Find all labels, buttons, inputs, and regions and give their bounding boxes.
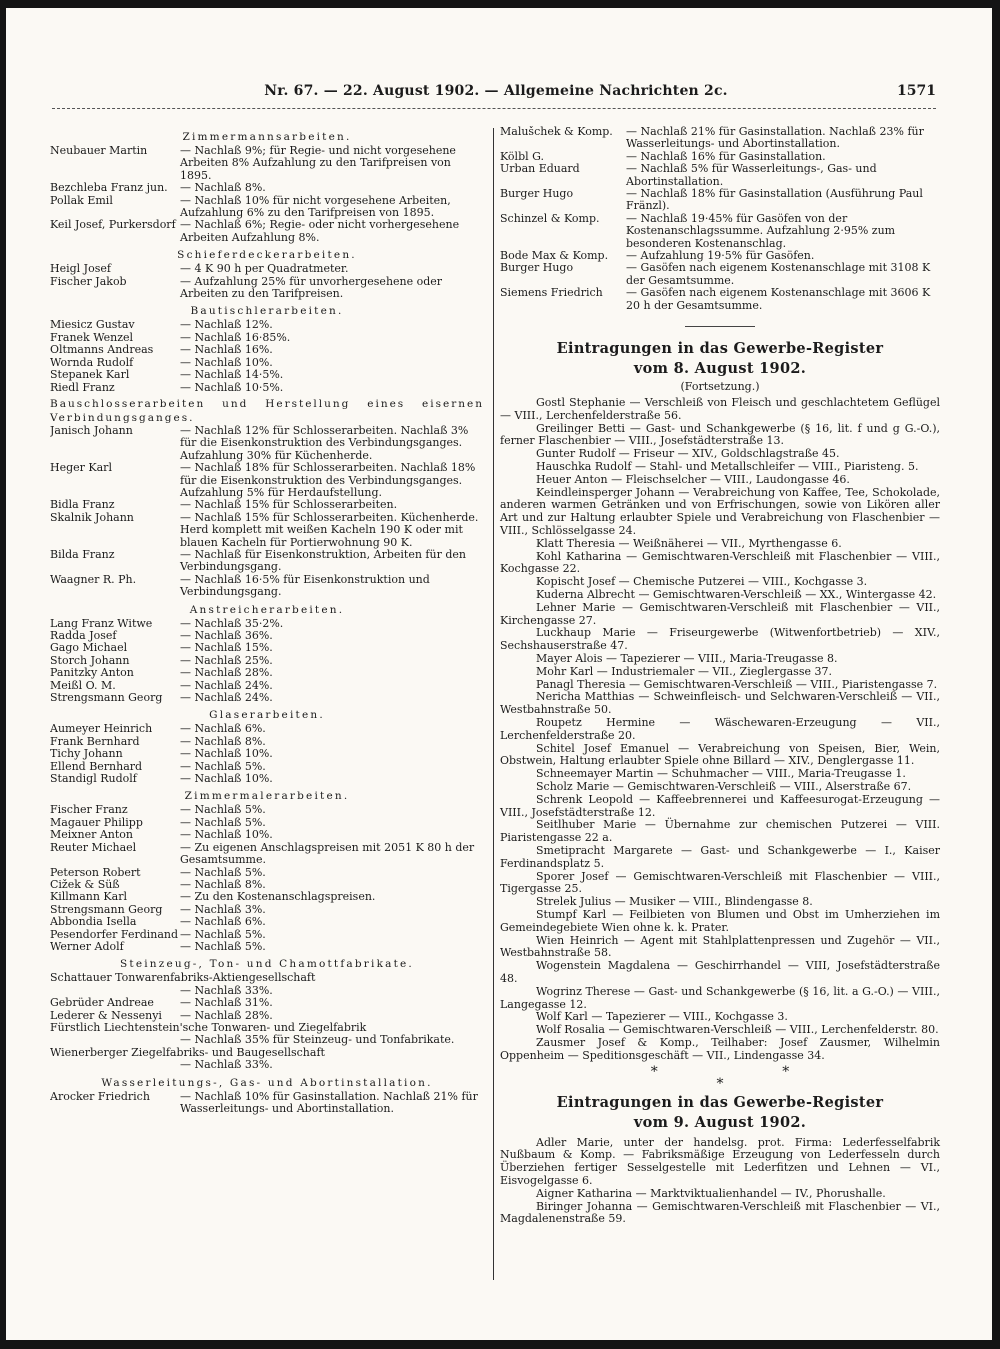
entry-text: — Nachlaß 25%. [180, 653, 273, 667]
entry-text: — Nachlaß 24%. [180, 691, 273, 705]
entry-name: Lederer & Nessenyi [50, 1009, 162, 1022]
entry-name: Siemens Friedrich [500, 287, 603, 300]
entry-text: — Gasöfen nach eigenem Kostenanschlage mit 3606 K 20 h der Gesamtsumme. [626, 286, 931, 312]
newspaper-page [6, 8, 992, 1340]
entry-text: — Nachlaß 10·5%. [180, 380, 284, 394]
entry-name: Strengsmann Georg [50, 692, 163, 705]
entry-text: — Nachlaß 35·2%. [180, 616, 284, 630]
entry-name: Bezchleba Franz jun. [50, 182, 168, 195]
entry-text: — Zu eigenen Anschlagspreisen mit 2051 K 80 h der Gesamtsumme. [180, 840, 475, 867]
entry-text: — Nachlaß 6%; Regie- oder nicht vorhergesehene Arbeiten Aufzahlung 8%. [180, 218, 460, 244]
entry-text: — Nachlaß 28%. [180, 1008, 273, 1022]
entry-name: Meißl O. M. [50, 679, 116, 692]
section-heading: Wasserleitungs-, Gas- und Abortinstallation. [101, 1076, 433, 1089]
entry-name: Stepanek Karl [50, 369, 130, 382]
award-row [50, 276, 484, 301]
entry-text: — Nachlaß 18% für Gasinstallation (Ausführung Paul Fränzl). [626, 187, 923, 213]
register-entry: Mayer Alois — Tapezierer — VIII., Maria-Treugasse 8. [536, 652, 838, 666]
award-row [50, 773, 484, 785]
award-row [50, 748, 484, 760]
entry-text: — Nachlaß 36%. [180, 629, 273, 642]
register-entry: Scholz Marie — Gemischtwaren-Verschleiß — VIII., Alserstraße 67. [536, 780, 912, 793]
entry-name: Abbondia Isella [50, 916, 137, 929]
entry-name: Standigl Rudolf [50, 773, 137, 786]
register-entry: Schneemayer Martin — Schuhmacher — VIII., Maria-Treugasse 1. [536, 767, 906, 781]
award-row [50, 723, 484, 735]
register-entry: Wogrinz Therese — Gast- und Schankgewerbe (§ 16, lit. a G.-O.) — VIII., Langegasse 12. [500, 984, 940, 1011]
award-row [50, 692, 484, 704]
award-row [50, 425, 484, 462]
entry-name: Neubauer Martin [50, 145, 148, 157]
page-header [56, 83, 936, 105]
section [50, 788, 484, 953]
right-award-list [500, 126, 940, 312]
entry-name: Miesicz Gustav [50, 319, 135, 332]
register-entry: Lehner Marie — Gemischtwaren-Verschleiß mit Flaschenbier — VII., Kirchengasse 27. [500, 600, 940, 627]
entry-text: — Nachlaß 33%. [180, 1058, 273, 1072]
register-entry: Seitlhuber Marie — Übernahme zur chemischen Putzerei — VIII. Piaristengasse 22 a. [500, 818, 940, 845]
entry-name: Pesendorfer Ferdinand [50, 928, 179, 941]
entry-name: Gago Michael [50, 642, 128, 655]
register-entry: Klatt Theresia — Weißnäherei — VII., Myrthengasse 6. [536, 536, 842, 550]
section-rows [50, 263, 484, 300]
entry-text: — Nachlaß 6%. [180, 915, 266, 929]
award-row [500, 262, 940, 287]
register-entry: Gunter Rudolf — Friseur — XIV., Goldschlagstraße 45. [536, 447, 840, 461]
section [50, 707, 484, 785]
award-row [50, 867, 484, 879]
entry-text: — Nachlaß 12% für Schlosserarbeiten. Nachlaß 3% für die Eisenkonstruktion des Verbindungsganges. Aufzahlung 30% für Küchenherde. [180, 423, 469, 462]
entry-text: — Nachlaß 5%. [180, 759, 266, 773]
section-heading: Zimmermalerarbeiten. [184, 790, 350, 803]
entry-name: Meixner Anton [50, 829, 133, 842]
register-entry: Wien Heinrich — Agent mit Stahlplattenpressen und Zugehör — VII., Westbahnstraße 58. [500, 933, 940, 960]
register-entry: Wogenstein Magdalena — Geschirrhandel — VIII, Josefstädterstraße 48. [500, 959, 940, 985]
entry-name: Schattauer Tonwarenfabriks-Aktiengesellschaft [50, 971, 316, 985]
award-row [50, 916, 484, 928]
entry-name: Werner Adolf [50, 940, 124, 953]
entry-name: Magauer Philipp [50, 816, 143, 829]
register-entry: Greilinger Betti — Gast- und Schankgewerbe (§ 16, lit. f und g G.-O.), ferner Flaschenbier — VIII., Josefstädterstraße 13. [500, 421, 940, 448]
entry-name: Kölbl G. [500, 150, 545, 163]
entry-text: — Nachlaß 21% für Gasinstallation. Nachlaß 23% für Wasserleitungs- und Abortinstallation. [626, 125, 924, 151]
award-row [50, 804, 484, 816]
entry-text: — Nachlaß 10% für Gasinstallation. Nachlaß 21% für Wasserleitungs- und Abortinstallation. [180, 1089, 478, 1115]
left-column [50, 126, 484, 1286]
entry-text: — Nachlaß 16·5% für Eisenkonstruktion und Verbindungsgang. [180, 572, 430, 599]
entry-text: — Nachlaß 10% für nicht vorgesehene Arbeiten, Aufzahlung 6% zu den Tarifpreisen von 1895. [180, 193, 451, 220]
section-rule [685, 326, 755, 327]
register-entry: Roupetz Hermine — Wäschewaren-Erzeugung — VII., Lerchenfelderstraße 20. [500, 716, 940, 742]
section [50, 303, 484, 393]
entry-text: — Aufzahlung 25% für unvorhergesehene oder Arbeiten zu den Tarifpreisen. [180, 274, 443, 301]
section-heading: Schieferdeckerarbeiten. [177, 249, 357, 262]
entry-text: — Nachlaß 15%. [180, 641, 273, 655]
entry-name: Oltmanns Andreas [50, 344, 154, 357]
asterisks-top: * * [650, 1063, 850, 1080]
entry-name: Burger Hugo [500, 188, 574, 201]
entry-text: — 4 K 90 h per Quadratmeter. [180, 262, 349, 276]
entry-text: — Nachlaß 19·45% für Gasöfen von der Kostenanschlagssumme. Aufzahlung 2·95% zum besonderen Kostenanschlag. [626, 211, 896, 250]
column-divider [493, 128, 494, 1280]
award-row [50, 1034, 484, 1046]
section-rows [50, 425, 484, 599]
entry-text: — Nachlaß 10%. [180, 828, 273, 842]
section-heading: Steinzeug-, Ton- und Chamottfabrikate. [120, 958, 414, 971]
entry-name: Panitzky Anton [50, 667, 134, 680]
entry-name: Urban Eduard [500, 163, 580, 176]
section-heading: Bauschlosserarbeiten und Herstellung eines eisernen Verbindungsganges. [50, 397, 484, 424]
award-row [50, 145, 484, 182]
entry-name: Heger Karl [50, 462, 112, 475]
entry-text: — Nachlaß 33%. [180, 983, 273, 997]
entry-name: Fischer Franz [50, 804, 128, 817]
register-title-2: Eintragungen in das Gewerbe-Register [556, 1093, 884, 1111]
entry-text: — Nachlaß 15% für Schlosserarbeiten. [180, 498, 398, 512]
entry-name: Bilda Franz [50, 548, 115, 561]
entry-text: — Nachlaß 5%. [180, 939, 266, 953]
entry-name: Tichy Johann [50, 748, 123, 761]
section [50, 397, 484, 599]
register-entry: Zausmer Josef & Komp., Teilhaber: Josef Zausmer, Wilhelmin Oppenheim — Speditionsgeschäft — VII., Lindengasse 34. [500, 1035, 940, 1062]
award-row [50, 344, 484, 356]
award-row [50, 263, 484, 275]
award-row [50, 574, 484, 599]
register-entry: Wolf Rosalia — Gemischtwaren-Verschleiß — VIII., Lerchenfelderstr. 80. [536, 1023, 939, 1037]
entry-name: Reuter Michael [50, 841, 137, 854]
section [50, 1075, 484, 1116]
entry-name: Killmann Karl [50, 891, 127, 904]
section-heading: Bautischlerarbeiten. [190, 305, 344, 318]
award-row [50, 382, 484, 394]
entry-name: Janisch Johann [50, 424, 133, 437]
name-spacer [50, 1034, 180, 1046]
name-spacer [50, 985, 180, 997]
entry-text: — Nachlaß 16% für Gasinstallation. [626, 149, 826, 163]
register-entry: Nericha Matthias — Schweinfleisch- und Selchwaren-Verschleiß — VII., Westbahnstraße 50. [500, 690, 940, 717]
entry-name: Riedl Franz [50, 381, 115, 394]
entry-name: Lang Franz Witwe [50, 617, 153, 630]
register-entry: Luckhaup Marie — Friseurgewerbe (Witwenfortbetrieb) — XIV., Sechshauserstraße 47. [500, 626, 940, 653]
award-row [50, 642, 484, 654]
section [50, 602, 484, 705]
entry-text: — Nachlaß 5%. [180, 803, 266, 817]
entry-text: — Nachlaß 28%. [180, 666, 273, 680]
register-entry: Kopischt Josef — Chemische Putzerei — VIII., Kochgasse 3. [536, 575, 868, 589]
register-entry: Kohl Katharina — Gemischtwaren-Verschleiß mit Flaschenbier — VIII., Kochgasse 22. [500, 549, 940, 576]
register-entry: Stumpf Karl — Feilbieten von Blumen und Obst im Umherziehen im Gemeindegebiete Wien ohne k. k. Prater. [500, 907, 940, 934]
section-heading: Glaserarbeiten. [209, 709, 325, 722]
entry-name: Heigl Josef [50, 263, 111, 276]
entry-name: Bode Max & Komp. [500, 250, 609, 263]
award-row [50, 512, 484, 549]
award-row [50, 549, 484, 574]
award-row [50, 941, 484, 953]
entry-text: — Nachlaß 16·85%. [180, 330, 291, 344]
award-row [50, 891, 484, 903]
register-entry: Aigner Katharina — Marktviktualienhandel — IV., Phorushalle. [536, 1186, 886, 1200]
award-row [50, 997, 484, 1009]
header-rule [52, 108, 936, 109]
award-row [50, 904, 484, 916]
entry-text: — Nachlaß für Eisenkonstruktion, Arbeiten für den Verbindungsgang. [180, 547, 466, 574]
award-row [50, 829, 484, 841]
award-row [50, 1091, 484, 1116]
entry-name: Storch Johann [50, 654, 130, 667]
entry-name: Bidla Franz [50, 499, 115, 512]
entry-name: Malušchek & Komp. [500, 126, 613, 138]
entry-text: — Nachlaß 10%. [180, 747, 273, 761]
asterisk-bottom: * [716, 1075, 724, 1092]
award-row [500, 126, 940, 151]
register-entry: Biringer Johanna — Gemischtwaren-Verschleiß mit Flaschenbier — VI., Magdalenenstraße 59. [500, 1199, 940, 1226]
award-row [500, 287, 940, 312]
entry-text: — Nachlaß 8%. [180, 734, 266, 748]
entry-name: Pollak Emil [50, 194, 113, 207]
entry-text: — Nachlaß 10%. [180, 772, 273, 786]
entry-name: Wienerberger Ziegelfabriks- und Baugesellschaft [50, 1045, 325, 1059]
section [50, 247, 484, 300]
award-row [50, 929, 484, 941]
section [50, 956, 484, 1071]
entry-name: Wornda Rudolf [50, 356, 134, 369]
section-rows [50, 972, 484, 1071]
award-row [50, 842, 484, 867]
entry-text: — Nachlaß 15% für Schlosserarbeiten. Küchenherde. Herd komplett mit weißen Kacheln 190 K oder mit blauen Kacheln für Portierwohnung 90 K. [180, 510, 479, 549]
entry-text: — Aufzahlung 19·5% für Gasöfen. [626, 249, 815, 263]
award-row [500, 213, 940, 250]
register-entry: Smetipracht Margarete — Gast- und Schankgewerbe — I., Kaiser Ferdinandsplatz 5. [500, 843, 940, 870]
section-rows [50, 804, 484, 953]
entry-name: Frank Bernhard [50, 735, 140, 748]
entry-text: — Zu den Kostenanschlagspreisen. [180, 890, 376, 904]
register-entry: Heuer Anton — Fleischselcher — VIII., Laudongasse 46. [536, 472, 850, 486]
entry-name: Čižek & Süß [50, 878, 120, 891]
register-entry: Sporer Josef — Gemischtwaren-Verschleiß mit Flaschenbier — VIII., Tigergasse 25. [500, 869, 940, 896]
entry-text: — Nachlaß 24%. [180, 678, 273, 692]
section-rows [50, 1091, 484, 1116]
entry-text: — Nachlaß 5%. [180, 815, 266, 829]
entry-text: — Nachlaß 35% für Steinzeug- und Tonfabrikate. [180, 1033, 455, 1047]
award-row [50, 182, 484, 194]
entry-text: — Nachlaß 12%. [180, 318, 273, 332]
entry-text: — Nachlaß 5%. [180, 865, 266, 879]
entry-name: Gebrüder Andreae [50, 997, 154, 1010]
register-entry: Schitel Josef Emanuel — Verabreichung von Speisen, Bier, Wein, Obstwein, Haltung erlaubter Spiele ohne Billard — XIV., Denglergasse 11. [500, 741, 940, 768]
entry-text: — Nachlaß 8%. [180, 877, 266, 891]
register-title-1: Eintragungen in das Gewerbe-Register [556, 340, 884, 358]
entry-text: — Nachlaß 3%. [180, 902, 266, 916]
register-entry: Hauschka Rudolf — Stahl- und Metallschleifer — VIII., Piaristeng. 5. [536, 460, 919, 474]
register-entry: Strelek Julius — Musiker — VIII., Blindengasse 8. [536, 895, 813, 909]
right-column [500, 126, 940, 1286]
entry-text: — Nachlaß 8%. [180, 181, 266, 195]
entry-name: Schinzel & Komp. [500, 212, 600, 225]
entry-text: — Nachlaß 31%. [180, 996, 273, 1010]
entry-name: Burger Hugo [500, 262, 574, 275]
entry-text: — Nachlaß 5% für Wasserleitungs-, Gas- und Abortinstallation. [626, 162, 877, 188]
register-subtitle: (Fortsetzung.) [680, 380, 760, 394]
section-rows [50, 618, 484, 705]
entry-name: Peterson Robert [50, 866, 141, 879]
register-entry: Wolf Karl — Tapezierer — VIII., Kochgasse 3. [536, 1010, 788, 1024]
entry-name: Fürstlich Liechtenstein'sche Tonwaren- und Ziegelfabrik [50, 1020, 367, 1034]
register-entry: Schrenk Leopold — Kaffeebrennerei und Kaffeesurogat-Erzeugung — VIII., Josefstädterstraße 12. [500, 792, 940, 819]
section-rows [50, 319, 484, 393]
entry-name: Fischer Jakob [50, 275, 127, 288]
entry-name: Skalnik Johann [50, 511, 134, 524]
register-entry: Kuderna Albrecht — Gemischtwaren-Verschleiß — XX., Wintergasse 42. [536, 588, 937, 602]
register-entries-2 [500, 1137, 940, 1227]
section-heading: Zimmermannsarbeiten. [182, 131, 352, 143]
entry-text: — Nachlaß 18% für Schlosserarbeiten. Nachlaß 18% für die Eisenkonstruktion des Verbindungsganges. Aufzahlung 5% für Herdaufstellung. [180, 461, 476, 499]
entry-name: Franek Wenzel [50, 331, 134, 344]
award-row [50, 219, 484, 244]
award-row [50, 667, 484, 679]
entry-name: Waagner R. Ph. [50, 573, 137, 586]
entry-name: Strengsmann Georg [50, 903, 163, 916]
page-number: 1571 [897, 83, 936, 99]
award-row [50, 319, 484, 331]
name-spacer [50, 1059, 180, 1071]
award-row [500, 188, 940, 213]
entry-text: — Nachlaß 9%; für Regie- und nicht vorgesehene Arbeiten 8% Aufzahlung zu den Tarifpreisen von 1895. [180, 144, 456, 182]
entry-name: Aumeyer Heinrich [50, 723, 153, 736]
entry-text: — Nachlaß 16%. [180, 343, 273, 357]
section-rows [50, 723, 484, 785]
entry-name: Keil Josef, Purkersdorf [50, 219, 176, 232]
entry-text: — Nachlaß 6%. [180, 722, 266, 736]
award-row [500, 163, 940, 188]
entry-text: — Nachlaß 14·5%. [180, 368, 284, 382]
award-row [50, 1059, 484, 1071]
header-title: Nr. 67. — 22. August 1902. — Allgemeine Nachrichten 2c. [264, 83, 728, 99]
register-date-2: vom 9. August 1902. [633, 1113, 807, 1131]
entry-text: — Gasöfen nach eigenem Kostenanschlage mit 3108 K der Gesamtsumme. [626, 261, 931, 287]
register-entry: Panagl Theresia — Gemischtwaren-Verschleiß — VIII., Piaristengasse 7. [536, 677, 938, 691]
register-entry: Adler Marie, unter der handelsg. prot. Firma: Lederfesselfabrik Nußbaum & Komp. — Fabriksmäßige Erzeugung von Lederfesseln durch Überziehen fertiger Sesselgestelle mit Lederfitzen und Lehnen — VI., Eisvogelgasse 6. [500, 1135, 940, 1187]
award-row [50, 195, 484, 220]
register-date-1: vom 8. August 1902. [633, 360, 807, 378]
register-entry: Mohr Karl — Industriemaler — VII., Zieglergasse 37. [536, 664, 832, 678]
award-row [50, 499, 484, 511]
section-rows [50, 145, 484, 244]
entry-text: — Nachlaß 10%. [180, 355, 273, 369]
register-entries-1 [500, 397, 940, 1062]
entry-text: — Nachlaß 5%. [180, 927, 266, 941]
entry-name: Ellend Bernhard [50, 760, 143, 773]
register-entry: Gostl Stephanie — Verschleiß von Fleisch und geschlachtetem Geflügel — VIII., Lerchenfelderstraße 56. [500, 396, 940, 422]
section-heading: Anstreicherarbeiten. [189, 603, 345, 616]
register-entry: Keindleinsperger Johann — Verabreichung von Kaffee, Tee, Schokolade, anderen warmen Getränken und von Erfrischungen, sowie von Likören aller Art und zur Haltung erlaubter Spiele und Verabreichung von Flaschenbier — VIII., Schlösselgasse 24. [500, 485, 940, 538]
award-row [50, 369, 484, 381]
section [50, 129, 484, 244]
award-row [50, 462, 484, 499]
entry-name: Arocker Friedrich [50, 1090, 150, 1103]
entry-name: Radda Josef [50, 630, 117, 642]
